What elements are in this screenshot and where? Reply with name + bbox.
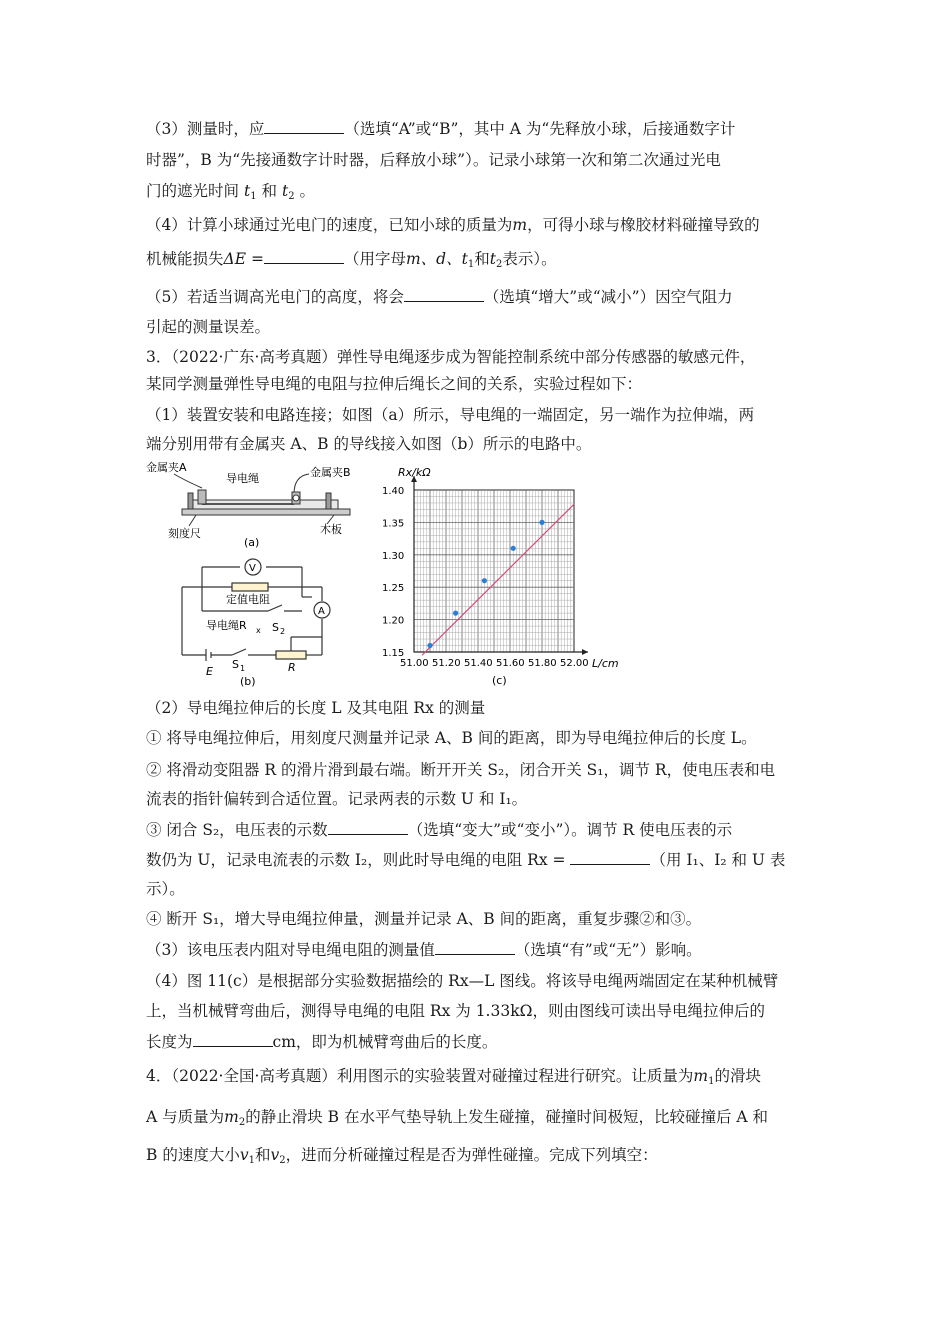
q3-heading-line1 — [146, 346, 755, 368]
text: ③ 闭合 S₂，电压表的示数 — [146, 821, 328, 839]
rheostat-label: R — [288, 661, 296, 674]
text: 端分别用带有金属夹 A、B 的导线接入如图（b）所示的电路中。 — [146, 435, 592, 453]
q3-step1-line1 — [146, 404, 754, 426]
text: （5）若适当调高光电门的高度，将会 — [146, 288, 404, 306]
text: （4）计算小球通过光电门的速度，已知小球的质量为 — [146, 216, 513, 234]
text: 引起的测量误差。 — [146, 318, 271, 336]
x-tick-label: 51.40 — [464, 658, 493, 669]
text: 。 — [299, 182, 316, 200]
q2-part5-line1 — [146, 286, 733, 308]
q3-item2-line2 — [146, 788, 527, 810]
q2-part3-line3: 门的遮光时间 $t_1$ 和 $t_2$ 。 — [146, 182, 316, 202]
answer-blank[interactable] — [193, 1032, 273, 1047]
ammeter-label: A — [318, 606, 325, 617]
answer-blank[interactable] — [404, 287, 484, 302]
q2-part3-line1 — [146, 118, 735, 140]
answer-blank[interactable] — [328, 820, 408, 835]
text: （用 I₁、I₂ 和 U 表 — [650, 851, 786, 869]
answer-blank[interactable] — [264, 249, 344, 264]
x-tick-label: 51.00 — [400, 658, 429, 669]
q3-item1 — [146, 727, 757, 749]
q3-item4 — [146, 908, 701, 930]
text: （4）图 11(c）是根据部分实验数据描绘的 Rx—L 图线。将该导电绳两端固定在某种机械臂 — [146, 972, 779, 990]
y-tick-label: 1.35 — [382, 518, 405, 530]
text: （2）导电绳拉伸后的长度 L 及其电阻 Rx 的测量 — [146, 699, 486, 717]
q3-step4-line2 — [146, 1000, 765, 1022]
text: （3）测量时，应 — [146, 120, 265, 138]
var-t: t — [281, 182, 289, 200]
var-m: m — [224, 1108, 239, 1126]
text: cm，即为机械臂弯曲后的长度。 — [272, 1033, 498, 1051]
data-point — [539, 520, 544, 525]
text: ④ 断开 S₁，增大导电绳拉伸量，测量并记录 A、B 间的距离，重复步骤②和③。 — [146, 910, 702, 928]
text: ② 将滑动变阻器 R 的滑片滑到最右端。断开开关 S₂，闭合开关 S₁，调节 R，使电压表和电 — [146, 761, 776, 779]
q4-heading-line1: 4．（2022·全国·高考真题）利用图示的实验装置对碰撞过程进行研究。让质量为$m_1$的滑块 — [146, 1067, 762, 1087]
q3-step3 — [146, 939, 702, 961]
data-point — [453, 611, 458, 616]
text: 长度为 — [146, 1033, 193, 1051]
text: （3）该电压表内阻对导电绳电阻的测量值 — [146, 941, 435, 959]
q2-part4-line2: 机械能损失ΔE = （用字母m、d、$t_1$和$t_2$表示）。 — [146, 250, 557, 270]
q3-item3-line1 — [146, 819, 732, 841]
q3-item3-line3 — [146, 878, 185, 900]
text: 3．（2022·广东·高考真题）弹性导电绳逐步成为智能控制系统中部分传感器的敏感元件， — [146, 348, 756, 366]
rope-resistor-label: 导电绳R — [206, 619, 247, 632]
text: 数仍为 U，记录电流表的示数 I₂，则此时导电绳的电阻 Rx = — [146, 851, 566, 869]
battery-label: E — [206, 665, 213, 678]
y-tick-label: 1.15 — [382, 648, 405, 659]
x-tick-label: 51.80 — [528, 658, 557, 669]
vars-md: m、d、 — [405, 250, 462, 268]
q2-part3-line2 — [146, 149, 721, 171]
switch-s1-label: S — [232, 658, 239, 671]
text: ，进而分析碰撞过程是否为弹性碰撞。完成下列填空： — [285, 1146, 658, 1164]
data-point — [511, 546, 516, 551]
figure-c-chart — [370, 460, 632, 690]
text: 机械能损失 — [146, 250, 224, 268]
text: 和 — [261, 182, 278, 200]
caption-a: (a) — [244, 536, 260, 548]
text: 示）。 — [146, 880, 185, 898]
label-board: 木板 — [320, 523, 342, 536]
q4-line2: A 与质量为$m_2$的静止滑块 B 在水平气垫导轨上发生碰撞，碰撞时间极短，比较碰撞后 A 和 — [146, 1108, 768, 1128]
data-point — [482, 578, 487, 583]
text: （选填“有”或“无”）影响。 — [514, 941, 702, 959]
text: 的静止滑块 B 在水平气垫导轨上发生碰撞，碰撞时间极短，比较碰撞后 A 和 — [245, 1108, 768, 1126]
svg-text:2: 2 — [280, 627, 286, 636]
y-tick-label: 1.20 — [382, 615, 405, 627]
y-tick-label: 1.40 — [382, 486, 405, 497]
answer-blank[interactable] — [264, 119, 344, 134]
text: 和 — [254, 1146, 271, 1164]
sub-x: x — [256, 626, 261, 635]
x-tick-label: 51.20 — [432, 658, 461, 669]
text: （选填“变大”或“变小”）。调节 R 使电压表的示 — [407, 821, 733, 839]
caption-b: (b) — [240, 675, 256, 688]
text: ，可得小球与橡胶材料碰撞导致的 — [527, 216, 760, 234]
text: 上，当机械臂弯曲后，测得导电绳的电阻 Rx 为 1.33kΩ，则由图线可读出导电绳拉伸后的 — [146, 1002, 765, 1020]
text: （选填“增大”或“减小”）因空气阻力 — [483, 288, 733, 306]
figure-b-circuit — [176, 553, 334, 688]
answer-blank[interactable] — [570, 850, 650, 865]
q3-step2 — [146, 697, 485, 719]
delta-e: ΔE = — [223, 250, 264, 268]
text: 的滑块 — [714, 1067, 762, 1085]
y-tick-label: 1.30 — [382, 550, 405, 562]
text: （用字母 — [343, 250, 406, 268]
x-axis-arrow — [582, 649, 588, 655]
y-tick-label: 1.25 — [382, 583, 405, 595]
figure-a-apparatus — [144, 460, 369, 548]
text: （选填“A”或“B”，其中 A 为“先释放小球，后接通数字计 — [344, 120, 736, 138]
text: 流表的指针偏转到合适位置。记录两表的示数 U 和 I₁。 — [146, 790, 528, 808]
switch-s2-label: S — [272, 621, 279, 634]
var-v: v — [270, 1146, 280, 1164]
text: 某同学测量弹性导电绳的电阻与拉伸后绳长之间的关系，实验过程如下： — [146, 375, 643, 393]
q3-heading-line2 — [146, 373, 642, 395]
q3-step4-line1 — [146, 970, 778, 992]
text: 门的遮光时间 — [146, 182, 240, 200]
var-m: m — [512, 216, 528, 234]
label-clip-a: 金属夹A — [146, 461, 187, 474]
q2-part4-line1 — [146, 214, 760, 236]
data-point — [427, 643, 432, 648]
q4-line3: B 的速度大小$v_1$和$v_2$，进而分析碰撞过程是否为弹性碰撞。完成下列填空： — [146, 1146, 658, 1166]
text: 和 — [474, 250, 490, 268]
q3-item2-line1 — [146, 759, 775, 781]
text: 4．（2022·全国·高考真题）利用图示的实验装置对碰撞过程进行研究。让质量为 — [146, 1067, 694, 1085]
var-m: m — [693, 1067, 709, 1085]
text: 时器”，B 为“先接通数字计时器，后释放小球”）。记录小球第一次和第二次通过光电 — [146, 151, 721, 169]
chart-ylabel: Rx/kΩ — [398, 466, 431, 479]
chart-xlabel: L/cm — [592, 657, 619, 670]
text: A 与质量为 — [146, 1108, 225, 1126]
label-ruler: 刻度尺 — [168, 527, 201, 540]
svg-text:1: 1 — [240, 664, 246, 673]
text: B 的速度大小 — [146, 1146, 240, 1164]
text: ① 将导电绳拉伸后，用刻度尺测量并记录 A、B 间的距离，即为导电绳拉伸后的长度 L。 — [146, 729, 757, 747]
q3-step1-line2 — [146, 433, 591, 455]
var-t: t — [243, 182, 251, 200]
q3-item3-line2 — [146, 849, 785, 871]
voltmeter-label: V — [249, 563, 256, 574]
answer-blank[interactable] — [435, 940, 515, 955]
x-tick-label: 52.00 — [560, 658, 589, 669]
var-v: v — [239, 1146, 249, 1164]
caption-c: (c) — [492, 674, 507, 687]
q2-part5-line2 — [146, 316, 270, 338]
chart-grid — [414, 490, 574, 652]
fixed-resistor-label: 定值电阻 — [226, 593, 270, 606]
text: （1）装置安装和电路连接；如图（a）所示，导电绳的一端固定，另一端作为拉伸端，两 — [146, 406, 755, 424]
q3-step4-line3 — [146, 1031, 497, 1053]
label-rope: 导电绳 — [226, 472, 259, 485]
label-clip-b: 金属夹B — [310, 466, 351, 479]
x-tick-label: 51.60 — [496, 658, 525, 669]
text: 表示）。 — [502, 250, 557, 268]
